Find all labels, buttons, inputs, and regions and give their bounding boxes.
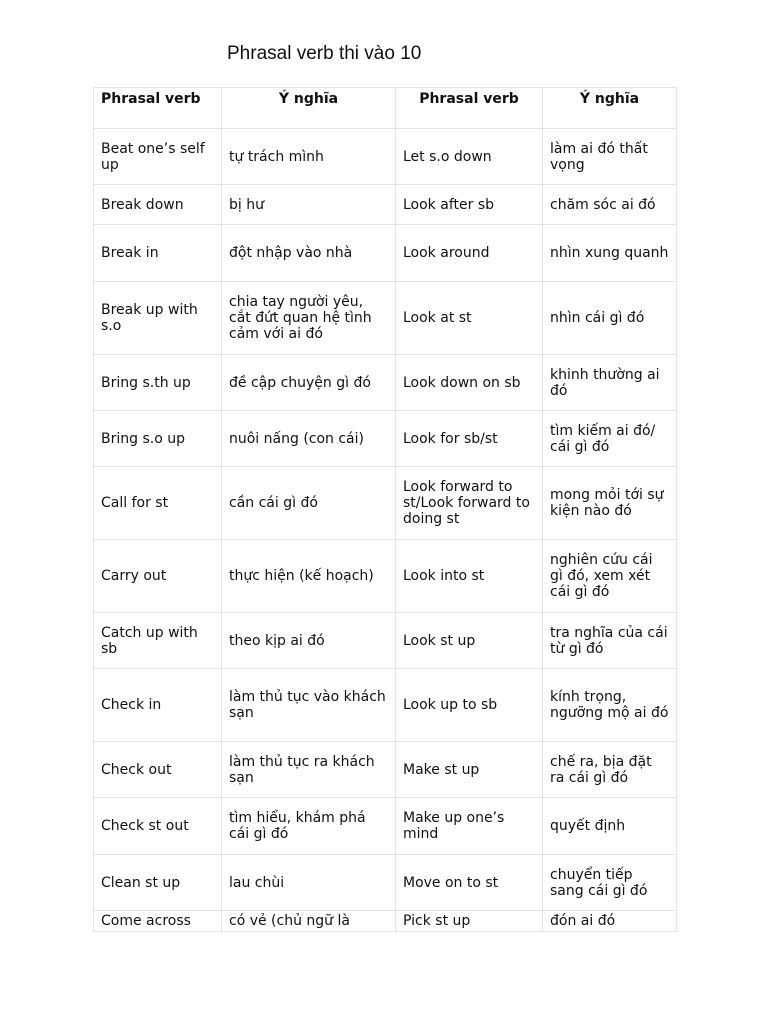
meaning-cell: cần cái gì đó [222, 467, 396, 540]
table-header-row [94, 88, 677, 129]
meaning-cell: chế ra, bịa đặt ra cái gì đó [543, 742, 677, 798]
table-row [94, 798, 677, 855]
table-row [94, 129, 677, 185]
table-row [94, 411, 677, 467]
phrasal-verb-cell: Check st out [94, 798, 222, 855]
phrasal-verb-cell: Carry out [94, 540, 222, 613]
meaning-cell: đề cập chuyện gì đó [222, 355, 396, 411]
table-row [94, 911, 677, 932]
table-row [94, 613, 677, 669]
phrasal-verb-cell: Check in [94, 669, 222, 742]
table-row [94, 669, 677, 742]
meaning-cell: đón ai đó [543, 911, 677, 932]
meaning-cell: nghiên cứu cái gì đó, xem xét cái gì đó [543, 540, 677, 613]
meaning-cell: chia tay người yêu, cắt đứt quan hệ tình cảm với ai đó [222, 282, 396, 355]
meaning-cell: chuyển tiếp sang cái gì đó [543, 855, 677, 911]
phrasal-verb-cell: Look into st [396, 540, 543, 613]
meaning-cell: có vẻ (chủ ngữ là [222, 911, 396, 932]
phrasal-verb-cell: Make up one’s mind [396, 798, 543, 855]
phrasal-verb-cell: Look after sb [396, 185, 543, 225]
phrasal-verb-cell: Look forward to st/Look forward to doing st [396, 467, 543, 540]
phrasal-verb-cell: Break down [94, 185, 222, 225]
phrasal-verb-cell: Move on to st [396, 855, 543, 911]
phrasal-verb-table [93, 87, 677, 932]
meaning-cell: làm thủ tục ra khách sạn [222, 742, 396, 798]
meaning-cell: nhìn cái gì đó [543, 282, 677, 355]
phrasal-verb-cell: Call for st [94, 467, 222, 540]
phrasal-verb-cell: Make st up [396, 742, 543, 798]
meaning-cell: kính trọng, ngưỡng mộ ai đó [543, 669, 677, 742]
meaning-cell: tự trách mình [222, 129, 396, 185]
phrasal-verb-cell: Check out [94, 742, 222, 798]
phrasal-verb-cell: Beat one’s self up [94, 129, 222, 185]
phrasal-verb-cell: Look st up [396, 613, 543, 669]
table-row [94, 185, 677, 225]
table-row [94, 467, 677, 540]
phrasal-verb-cell: Look down on sb [396, 355, 543, 411]
phrasal-verb-cell: Look around [396, 225, 543, 282]
phrasal-verb-cell: Let s.o down [396, 129, 543, 185]
phrasal-verb-cell: Break up with s.o [94, 282, 222, 355]
meaning-cell: theo kịp ai đó [222, 613, 396, 669]
meaning-cell: bị hư [222, 185, 396, 225]
header-meaning-2: Ý nghĩa [543, 88, 677, 129]
table-row [94, 742, 677, 798]
table-row [94, 855, 677, 911]
phrasal-verb-cell: Bring s.th up [94, 355, 222, 411]
meaning-cell: mong mỏi tới sự kiện nào đó [543, 467, 677, 540]
meaning-cell: tìm hiểu, khám phá cái gì đó [222, 798, 396, 855]
meaning-cell: thực hiện (kế hoạch) [222, 540, 396, 613]
page-title: Phrasal verb thi vào 10 [227, 43, 422, 64]
meaning-cell: nuôi nấng (con cái) [222, 411, 396, 467]
phrasal-verb-cell: Pick st up [396, 911, 543, 932]
table-row [94, 355, 677, 411]
header-meaning-1: Ý nghĩa [222, 88, 396, 129]
meaning-cell: làm thủ tục vào khách sạn [222, 669, 396, 742]
meaning-cell: làm ai đó thất vọng [543, 129, 677, 185]
header-phrasal-verb-2: Phrasal verb [396, 88, 543, 129]
phrasal-verb-cell: Break in [94, 225, 222, 282]
meaning-cell: chăm sóc ai đó [543, 185, 677, 225]
phrasal-verb-cell: Come across [94, 911, 222, 932]
phrasal-verb-cell: Look for sb/st [396, 411, 543, 467]
meaning-cell: quyết định [543, 798, 677, 855]
phrasal-verb-cell: Look at st [396, 282, 543, 355]
phrasal-verb-cell: Clean st up [94, 855, 222, 911]
table-row [94, 540, 677, 613]
table-row [94, 225, 677, 282]
phrasal-verb-cell: Look up to sb [396, 669, 543, 742]
meaning-cell: tra nghĩa của cái từ gì đó [543, 613, 677, 669]
table-row [94, 282, 677, 355]
meaning-cell: nhìn xung quanh [543, 225, 677, 282]
meaning-cell: lau chùi [222, 855, 396, 911]
meaning-cell: đột nhập vào nhà [222, 225, 396, 282]
phrasal-verb-cell: Catch up with sb [94, 613, 222, 669]
meaning-cell: tìm kiếm ai đó/ cái gì đó [543, 411, 677, 467]
header-phrasal-verb-1: Phrasal verb [94, 88, 222, 129]
meaning-cell: khinh thường ai đó [543, 355, 677, 411]
phrasal-verb-cell: Bring s.o up [94, 411, 222, 467]
